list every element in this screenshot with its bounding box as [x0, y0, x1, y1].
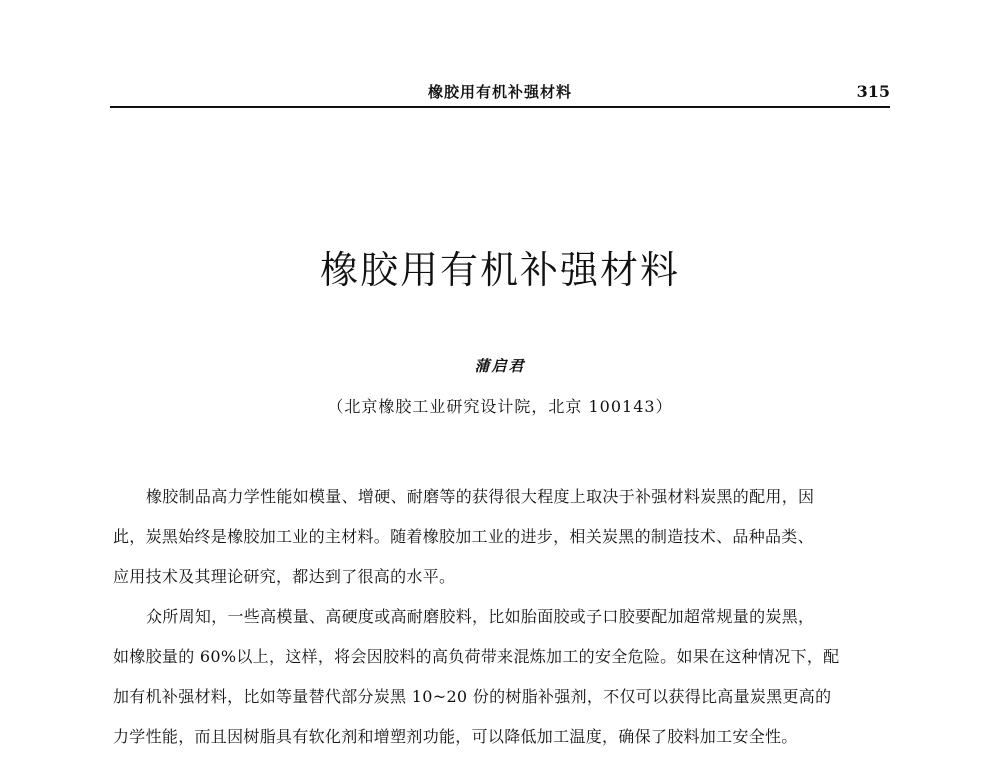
paragraph-2	[113, 597, 891, 757]
paragraph-line: 加有机补强材料，比如等量替代部分炭黑 10~20 份的树脂补强剂，不仅可以获得比高量炭黑更高的	[113, 687, 832, 706]
paragraph-line: 力学性能，而且因树脂具有软化剂和增塑剂功能，可以降低加工温度，确保了胶料加工安全性。	[113, 727, 798, 746]
running-header	[110, 82, 890, 108]
author-name: 蒲启君	[474, 357, 526, 375]
paragraph-line: 此，炭黑始终是橡胶加工业的主材料。随着橡胶加工业的进步，相关炭黑的制造技术、品种品类、	[113, 527, 814, 546]
paragraph-1	[113, 477, 891, 597]
paragraph-line: 应用技术及其理论研究，都达到了很高的水平。	[113, 567, 456, 586]
paragraph-line: 如橡胶量的 60%以上，这样，将会因胶料的高负荷带来混炼加工的安全危险。如果在这种情况下，配	[113, 647, 840, 666]
paragraph-line: 众所周知，一些高模量、高硬度或高耐磨胶料，比如胎面胶或子口胶要配加超常规量的炭黑，	[146, 607, 815, 626]
running-title: 橡胶用有机补强材料	[427, 83, 572, 101]
page-number: 315	[856, 82, 890, 101]
article-title: 橡胶用有机补强材料	[319, 248, 680, 292]
body-text	[113, 477, 891, 757]
paragraph-line: 橡胶制品高力学性能如模量、增硬、耐磨等的获得很大程度上取决于补强材料炭黑的配用，因	[146, 487, 815, 506]
author-affiliation: （北京橡胶工业研究设计院，北京 100143）	[327, 397, 673, 416]
